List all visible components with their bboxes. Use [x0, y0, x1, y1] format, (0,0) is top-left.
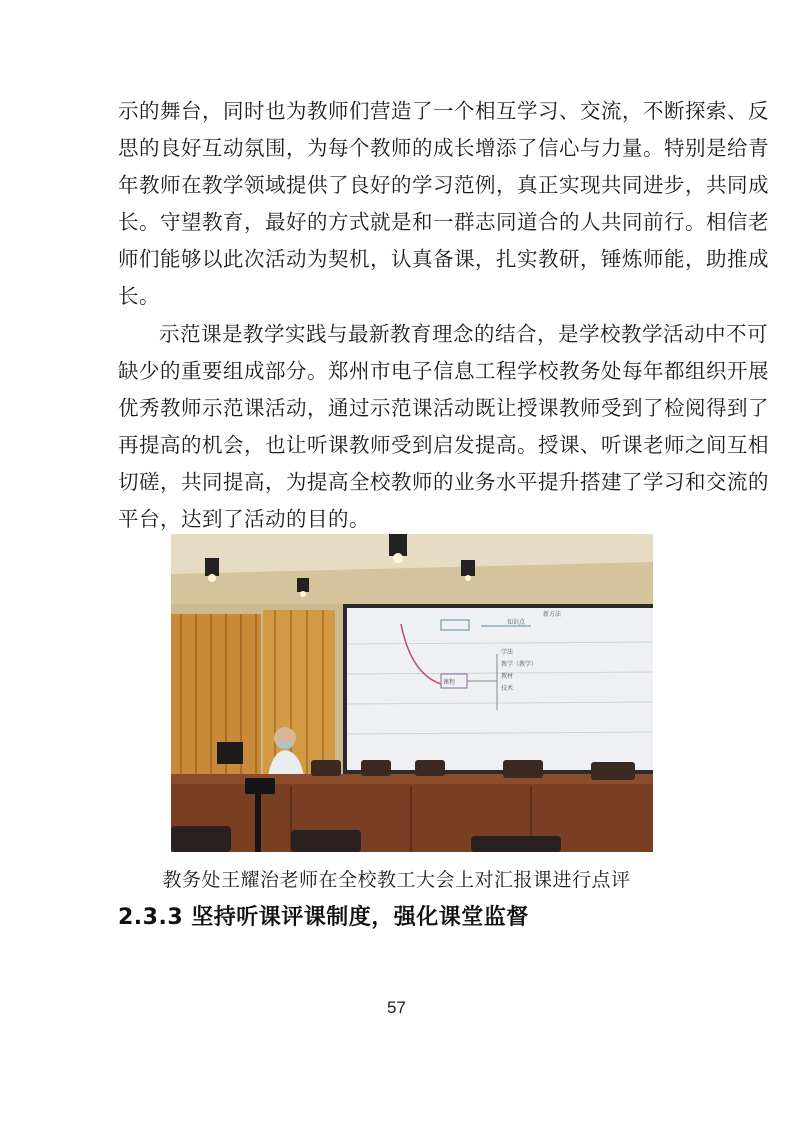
text-line: 再提高的机会，也让听课教师受到启发提高。授课、听课老师之间互相 — [118, 433, 769, 457]
screen-label: 学法 — [501, 649, 514, 656]
text-line: 思的良好互动氛围，为每个教师的成长增添了信心与力量。特别是给青 — [118, 136, 769, 160]
meeting-photo — [171, 534, 653, 852]
section-heading: 2.3.3 坚持听课评课制度，强化课堂监督 — [118, 905, 529, 930]
screen-label: 技术 — [501, 685, 514, 692]
meeting-photo-illustration — [171, 534, 653, 852]
text-line: 优秀教师示范课活动，通过示范课活动既让授课教师受到了检阅得到了 — [118, 396, 769, 420]
text-line: 切磋，共同提高，为提高全校教师的业务水平提升搭建了学习和交流的 — [118, 470, 769, 494]
screen-label: 教学（教学） — [501, 661, 538, 668]
screen-label: 课程 — [443, 679, 456, 686]
monitor — [217, 742, 243, 764]
paragraph-1 — [118, 93, 769, 315]
text-line: 缺少的重要组成部分。郑州市电子信息工程学校教务处每年都组织开展 — [118, 359, 769, 383]
text-line: 平台，达到了活动的目的。 — [118, 507, 370, 531]
text-line: 长。守望教育，最好的方式就是和一群志同道合的人共同前行。相信老 — [118, 210, 769, 234]
photo-caption: 教务处王耀治老师在全校教工大会上对汇报课进行点评 — [162, 869, 631, 891]
text-line: 年教师在教学领域提供了良好的学习范例，真正实现共同进步，共同成 — [118, 173, 769, 197]
projector-screen — [347, 608, 653, 770]
curtain-left — [171, 614, 261, 784]
text-line: 示的舞台，同时也为教师们营造了一个相互学习、交流，不断探索、反 — [118, 99, 769, 123]
screen-label: 知识点 — [507, 619, 526, 626]
screen-label: 教材 — [501, 673, 514, 680]
page-number: 57 — [387, 998, 406, 1017]
paragraph-2 — [118, 316, 769, 538]
text-line: 师们能够以此次活动为契机，认真备课，扎实教研，锤炼师能，助推成 — [118, 247, 769, 271]
text-line: 示范课是教学实践与最新教育理念的结合，是学校教学活动中不可 — [159, 322, 768, 346]
screen-label: 新方法 — [543, 611, 562, 618]
text-line: 长。 — [118, 284, 160, 308]
